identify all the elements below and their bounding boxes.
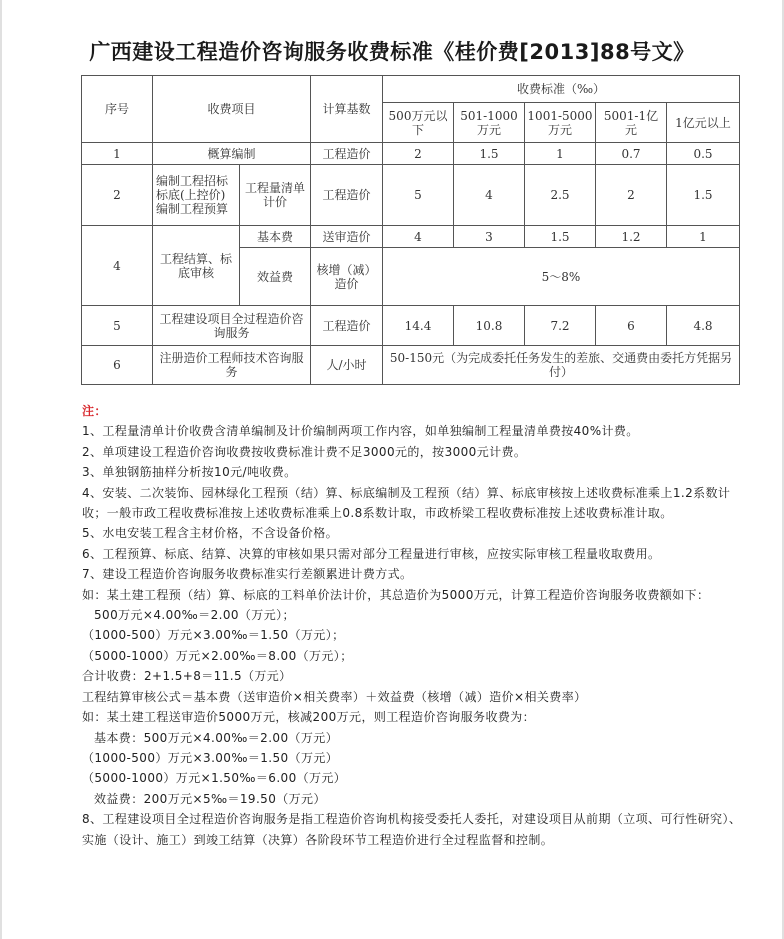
note-line: 如：某土建工程送审造价5000万元，核减200万元，则工程造价咨询服务收费为： [82,710,536,725]
rate-cell: 1 [667,226,740,248]
header-rate-5: 1亿元以上 [667,103,740,143]
fee-standard-table [81,75,740,385]
rate-cell: 4 [383,226,454,248]
row-item: 编制工程招标标底(上控价)编制工程预算 [153,165,240,226]
note-line: 4、安装、二次装饰、园林绿化工程预（结）算、标底编制及工程预（结）算、标底审核按上述收费标准乘上1.2系数计收；一般市政工程收费标准按上述收费标准乘上0.8系数计取，市政桥梁工程收费标准按上述收费标准计取。 [82,485,731,521]
header-rate-2: 501-1000万元 [454,103,525,143]
notes-label: 注： [82,404,107,418]
row-no: 5 [82,306,153,346]
table-row [82,165,740,226]
row-subitem: 基本费 [240,226,311,248]
rate-range-cell: 5～8% [383,248,740,306]
page-title: 广西建设工程造价咨询服务收费标准《桂价费[2013]88号文》 [89,40,695,64]
row-item: 注册造价工程师技术咨询服务 [153,346,311,385]
note-line: 如：某土建工程预（结）算、标底的工料单价法计价，其总造价为5000万元，计算工程造价咨询服务收费额如下： [82,587,710,602]
note-line: 3、单独钢筋抽样分析按10元/吨收费。 [82,465,297,480]
header-no: 序号 [82,76,153,143]
rate-cell: 0.7 [596,143,667,165]
table-row [82,346,740,385]
row-base: 人/小时 [311,346,383,385]
header-item: 收费项目 [153,76,311,143]
rate-cell: 1 [525,143,596,165]
note-calc-line: （5000-1000）万元×1.50‰＝6.00（万元） [82,771,347,786]
rate-cell: 7.2 [525,306,596,346]
rate-cell: 1.2 [596,226,667,248]
row-subitem: 效益费 [240,248,311,306]
row-item: 工程结算、标底审核 [153,226,240,306]
note-line: 合计收费：2+1.5+8＝11.5（万元） [82,669,292,684]
note-calc-line: 500万元×4.00‰＝2.00（万元）； [94,608,295,623]
row-no: 1 [82,143,153,165]
note-line: 6、工程预算、标底、结算、决算的审核如果只需对部分工程量进行审核，应按实际审核工程量收取费用。 [82,546,661,561]
row-no: 6 [82,346,153,385]
rate-cell: 4.8 [667,306,740,346]
header-rate-1: 500万元以下 [383,103,454,143]
note-line: 5、水电安装工程含主材价格，不含设备价格。 [82,526,339,541]
row-base: 工程造价 [311,306,383,346]
note-line: 1、工程量清单计价收费含清单编制及计价编制两项工作内容，如单独编制工程量清单费按40%计费。 [82,424,639,439]
row-item: 概算编制 [153,143,311,165]
header-rate-group: 收费标准（‰） [383,76,740,103]
note-calc-line: 效益费：200万元×5‰＝19.50（万元） [94,791,326,806]
note-line: 8、工程建设项目全过程造价咨询服务是指工程造价咨询机构接受委托人委托，对建设项目从前期（立项、可行性研究）、实施（设计、施工）到竣工结算（决算）各阶段环节工程造价进行全过程监督和控制。 [82,812,742,847]
rate-cell: 1.5 [525,226,596,248]
rate-cell: 4 [454,165,525,226]
rate-cell: 10.8 [454,306,525,346]
rate-cell: 5 [383,165,454,226]
rate-cell: 1.5 [454,143,525,165]
header-rate-4: 5001-1亿元 [596,103,667,143]
note-calc-line: （1000-500）万元×3.00‰＝1.50（万元）； [82,628,345,643]
note-line: 2、单项建设工程造价咨询收费按收费标准计费不足3000元的，按3000元计费。 [82,444,527,459]
table-row [82,226,740,248]
rate-cell: 0.5 [667,143,740,165]
row-no: 4 [82,226,153,306]
note-line: 7、建设工程造价咨询服务收费标准实行差额累进计费方式。 [82,567,413,582]
row-subitem: 工程量清单计价 [240,165,311,226]
note-line: 工程结算审核公式＝基本费（送审造价×相关费率）＋效益费（核增（减）造价×相关费率） [82,689,587,704]
row-no: 2 [82,165,153,226]
notes-section [82,401,747,850]
rate-cell: 6 [596,306,667,346]
rate-cell: 3 [454,226,525,248]
header-rate-3: 1001-5000万元 [525,103,596,143]
row-base: 核增（减）造价 [311,248,383,306]
rate-cell: 2 [383,143,454,165]
table-row [82,306,740,346]
table-row [82,143,740,165]
rate-cell: 14.4 [383,306,454,346]
row-base: 送审造价 [311,226,383,248]
row-item: 工程建设项目全过程造价咨询服务 [153,306,311,346]
row-base: 工程造价 [311,165,383,226]
note-calc-line: （1000-500）万元×3.00‰＝1.50（万元） [82,750,339,765]
row-base: 工程造价 [311,143,383,165]
rate-cell: 1.5 [667,165,740,226]
rate-cell: 2.5 [525,165,596,226]
note-calc-line: （5000-1000）万元×2.00‰＝8.00（万元）； [82,648,353,663]
rate-note-cell: 50-150元（为完成委托任务发生的差旅、交通费由委托方凭据另付） [383,346,740,385]
rate-cell: 2 [596,165,667,226]
header-base: 计算基数 [311,76,383,143]
note-calc-line: 基本费：500万元×4.00‰＝2.00（万元） [94,730,339,745]
